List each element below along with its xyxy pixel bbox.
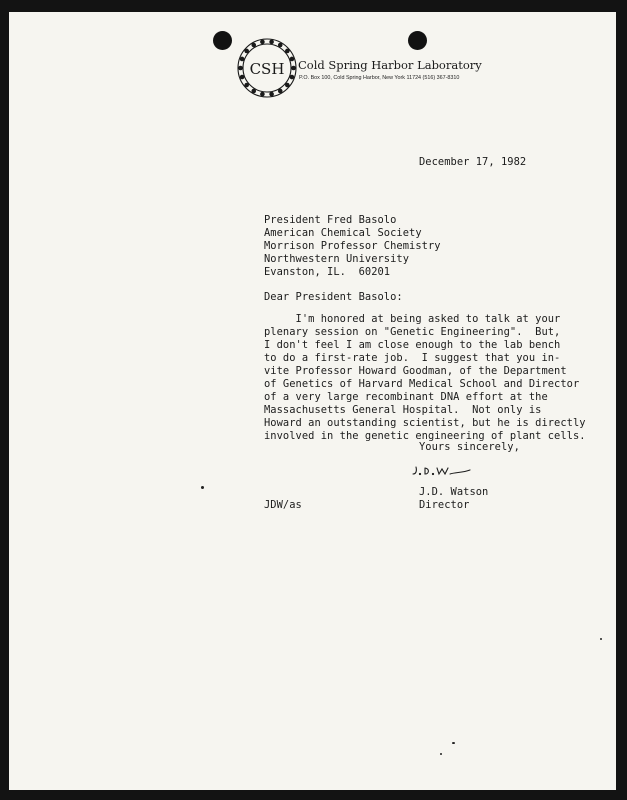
body-line: involved in the genetic engineering of plant cells. <box>264 430 586 442</box>
logo-bead <box>251 89 256 94</box>
logo-bead <box>269 40 274 45</box>
body-line: to do a first-rate job. I suggest that you in- <box>264 352 561 364</box>
binder-hole-right <box>408 31 427 50</box>
paper-speck <box>440 753 442 755</box>
recipient-line: Evanston, IL. 60201 <box>264 266 391 278</box>
letter-date: December 17, 1982 <box>419 156 527 168</box>
signer-title: Director <box>419 499 470 511</box>
closing: Yours sincerely, <box>419 441 520 453</box>
logo-bead <box>285 49 290 54</box>
body-line: of Genetics of Harvard Medical School and Director <box>264 378 580 390</box>
logo-bead <box>244 83 249 88</box>
logo-bead <box>269 92 274 97</box>
binder-hole-left <box>213 31 232 50</box>
logo-bead <box>291 66 296 71</box>
body-line: Howard an outstanding scientist, but he is directly <box>264 417 586 429</box>
logo-bead <box>240 75 245 80</box>
body-line: plenary session on "Genetic Engineering". But, <box>264 326 561 338</box>
logo-bead <box>290 57 295 62</box>
typist-initials: JDW/as <box>264 499 302 511</box>
body-line: vite Professor Howard Goodman, of the Department <box>264 365 567 377</box>
body-line: Massachusetts General Hospital. Not only is <box>264 404 542 416</box>
csh-logo <box>234 35 300 101</box>
recipient-line: President Fred Basolo <box>264 214 397 226</box>
logo-bead <box>285 83 290 88</box>
paper-speck <box>201 486 204 489</box>
recipient-line: Morrison Professor Chemistry <box>264 240 441 252</box>
logo-bead <box>238 66 243 71</box>
logo-bead <box>244 49 249 54</box>
organization-name: Cold Spring Harbor Laboratory <box>298 58 482 72</box>
salutation: Dear President Basolo: <box>264 291 403 303</box>
logo-bead <box>290 75 295 80</box>
logo-bead <box>251 43 256 48</box>
logo-bead <box>278 43 283 48</box>
logo-bead <box>260 40 265 45</box>
signer-name: J.D. Watson <box>419 486 489 498</box>
recipient-line: Northwestern University <box>264 253 410 265</box>
logo-bead <box>240 57 245 62</box>
body-line: of a very large recombinant DNA effort at the <box>264 391 548 403</box>
logo-text: CSH <box>249 60 285 78</box>
paper-speck <box>452 742 455 744</box>
logo-bead <box>260 92 265 97</box>
body-line: I don't feel I am close enough to the lab bench <box>264 339 561 351</box>
body-line: I'm honored at being asked to talk at your <box>264 313 561 325</box>
organization-address: P.O. Box 100, Cold Spring Harbor, New York 11724 (516) 367-8310 <box>299 75 460 81</box>
logo-bead <box>278 89 283 94</box>
handwritten-signature <box>410 462 476 480</box>
paper-speck <box>600 638 602 640</box>
recipient-line: American Chemical Society <box>264 227 422 239</box>
